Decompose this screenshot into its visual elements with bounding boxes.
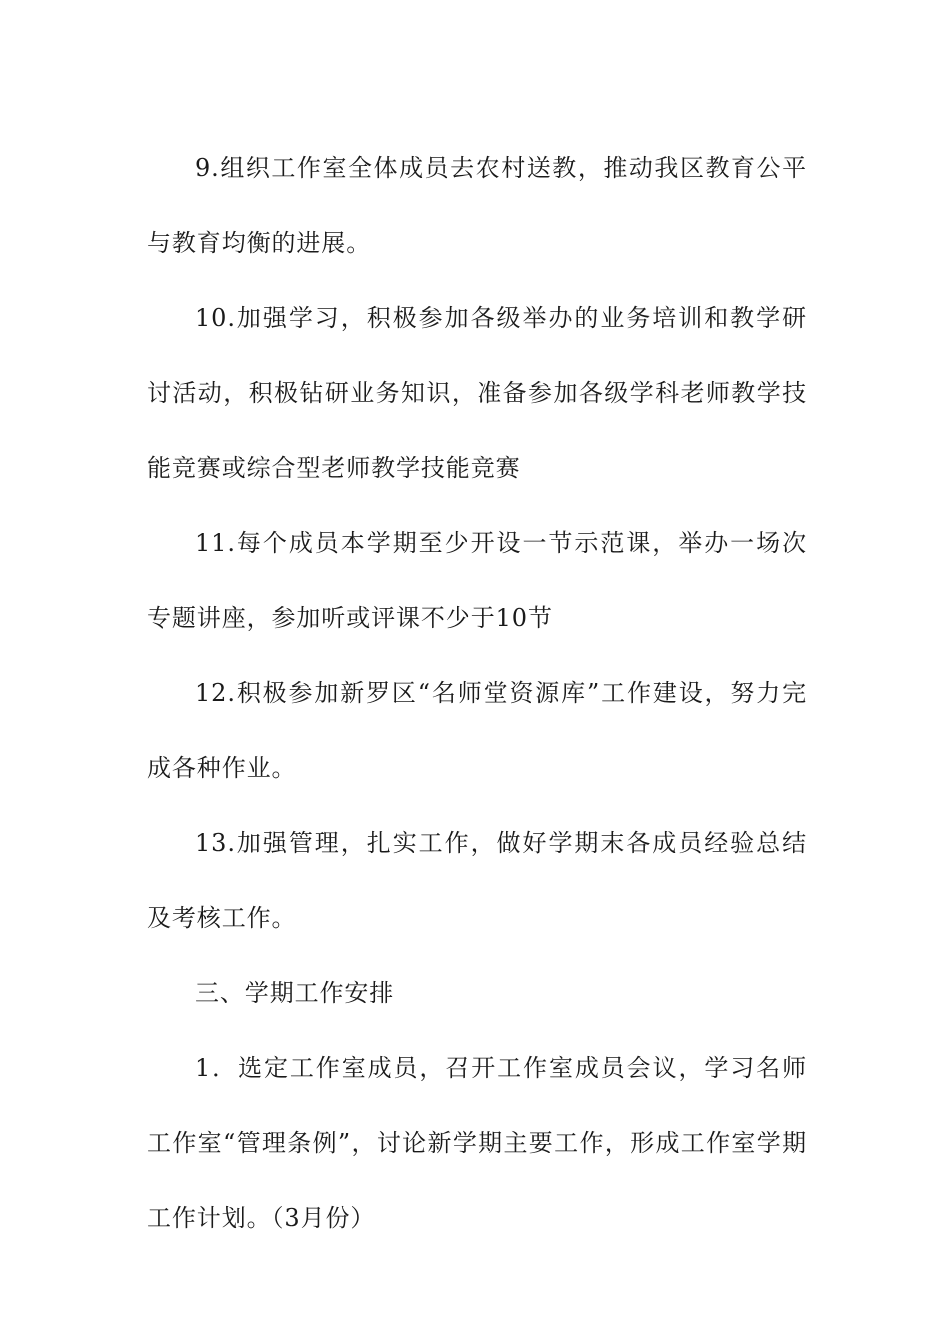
paragraph-item-10: 10.加强学习，积极参加各级举办的业务培训和教学研讨活动，积极钻研业务知识，准备参加各级学科老师教学技能竞赛或综合型老师教学技能竞赛 xyxy=(147,304,807,482)
paragraph-item-11: 11.每个成员本学期至少开设一节示范课，举办一场次专题讲座，参加听或评课不少于10节 xyxy=(147,529,807,632)
paragraph-item-9: 9.组织工作室全体成员去农村送教，推动我区教育公平与教育均衡的进展。 xyxy=(147,154,807,257)
section-heading-schedule: 三、学期工作安排 xyxy=(195,979,395,1007)
paragraph-item-13: 13.加强管理，扎实工作，做好学期末各成员经验总结及考核工作。 xyxy=(147,829,807,932)
schedule-item-1: 1．选定工作室成员，召开工作室成员会议，学习名师工作室“管理条例”，讨论新学期主要工作，形成工作室学期工作计划。（3月份） xyxy=(147,1054,807,1232)
paragraph-item-12: 12.积极参加新罗区“名师堂资源库”工作建设，努力完成各种作业。 xyxy=(147,679,807,782)
document-body xyxy=(147,131,807,1256)
